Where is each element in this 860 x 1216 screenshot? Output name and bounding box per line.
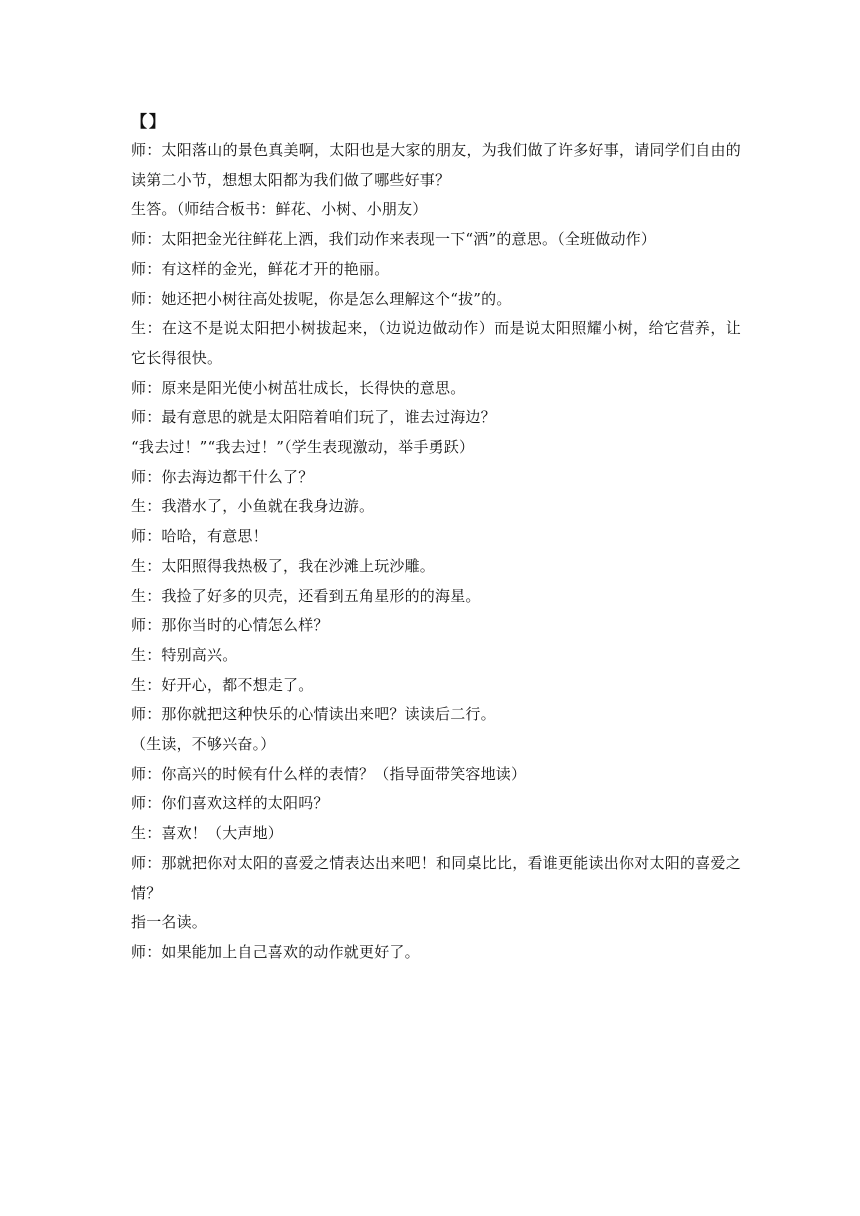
- text-line: 师：太阳落山的景色真美啊，太阳也是大家的朋友，为我们做了许多好事，请同学们自由的读第二小节，想想太阳都为我们做了哪些好事？: [131, 141, 741, 189]
- text-line: 师：那你就把这种快乐的心情读出来吧？读读后二行。: [131, 705, 496, 724]
- text-line: 生：我捡了好多的贝壳，还看到五角星形的的海星。: [131, 586, 481, 605]
- text-line: 生：特别高兴。: [131, 645, 238, 664]
- text-line: 师：你高兴的时候有什么样的表情？（指导面带笑容地读）: [131, 764, 527, 783]
- text-line: 师：原来是阳光使小树茁壮成长，长得快的意思。: [131, 378, 466, 397]
- text-line: 生：我潜水了，小鱼就在我身边游。: [131, 497, 375, 516]
- text-line: 指一名读。: [131, 913, 208, 932]
- text-line: 师：你们喜欢这样的太阳吗？: [131, 794, 329, 813]
- text-line: 生：好开心，都不想走了。: [131, 675, 314, 694]
- text-line: 师：你去海边都干什么了？: [131, 467, 314, 486]
- text-line: 师：那你当时的心情怎么样？: [131, 616, 329, 635]
- text-line: 师：如果能加上自己喜欢的动作就更好了。: [131, 942, 420, 961]
- text-line: 师：她还把小树往高处拔呢，你是怎么理解这个“拔”的。: [131, 289, 512, 308]
- text-line: 师：哈哈，有意思！: [131, 527, 268, 546]
- text-line: “我去过！”“我去过！”（学生表现激动，举手勇跃）: [131, 438, 475, 457]
- text-line: 生：喜欢！（大声地）: [131, 824, 284, 843]
- section-heading: 【】: [131, 112, 168, 131]
- text-line: 生：太阳照得我热极了，我在沙滩上玩沙雕。: [131, 556, 436, 575]
- text-line: 师：那就把你对太阳的喜爱之情表达出来吧！和同桌比比，看谁更能读出你对太阳的喜爱之情？: [131, 853, 741, 902]
- text-line: 师：有这样的金光，鲜花才开的艳丽。: [131, 259, 390, 278]
- document-body: [131, 107, 741, 968]
- text-line: （生读，不够兴奋。）: [131, 735, 276, 754]
- text-line: 师：最有意思的就是太阳陪着咱们玩了，谁去过海边？: [131, 408, 496, 427]
- text-line: 师：太阳把金光往鲜花上洒，我们动作来表现一下“洒”的意思。（全班做动作）: [131, 230, 657, 249]
- text-line: 生答。（师结合板书：鲜花、小树、小朋友）: [131, 200, 428, 219]
- text-line: 生：在这不是说太阳把小树拔起来，（边说边做动作）而是说太阳照耀小树，给它营养，让它长得很快。: [131, 319, 741, 367]
